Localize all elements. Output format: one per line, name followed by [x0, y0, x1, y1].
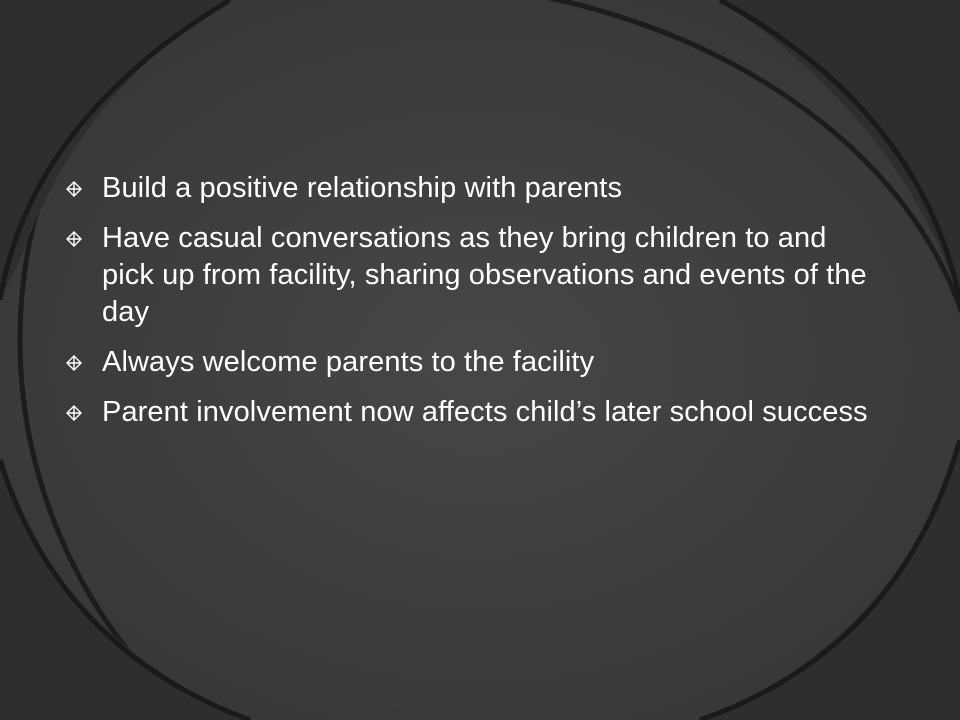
bullet-item — [64, 344, 884, 381]
quad-diamond-icon — [66, 405, 82, 421]
bullet-item — [64, 220, 884, 331]
quad-diamond-icon — [66, 231, 82, 247]
bullet-text: Always welcome parents to the facility — [102, 346, 595, 378]
quad-diamond-icon — [66, 355, 82, 371]
bullet-text: Build a positive relationship with parents — [102, 172, 623, 204]
bullet-item — [64, 170, 884, 207]
quad-diamond-icon — [66, 181, 82, 197]
bullet-text: Have casual conversations as they bring children to and pick up from facility, sharing observations and events of the day — [102, 222, 867, 328]
bullet-item — [64, 394, 884, 431]
bullet-list — [64, 170, 884, 444]
bullet-text: Parent involvement now affects child’s later school success — [102, 396, 868, 428]
